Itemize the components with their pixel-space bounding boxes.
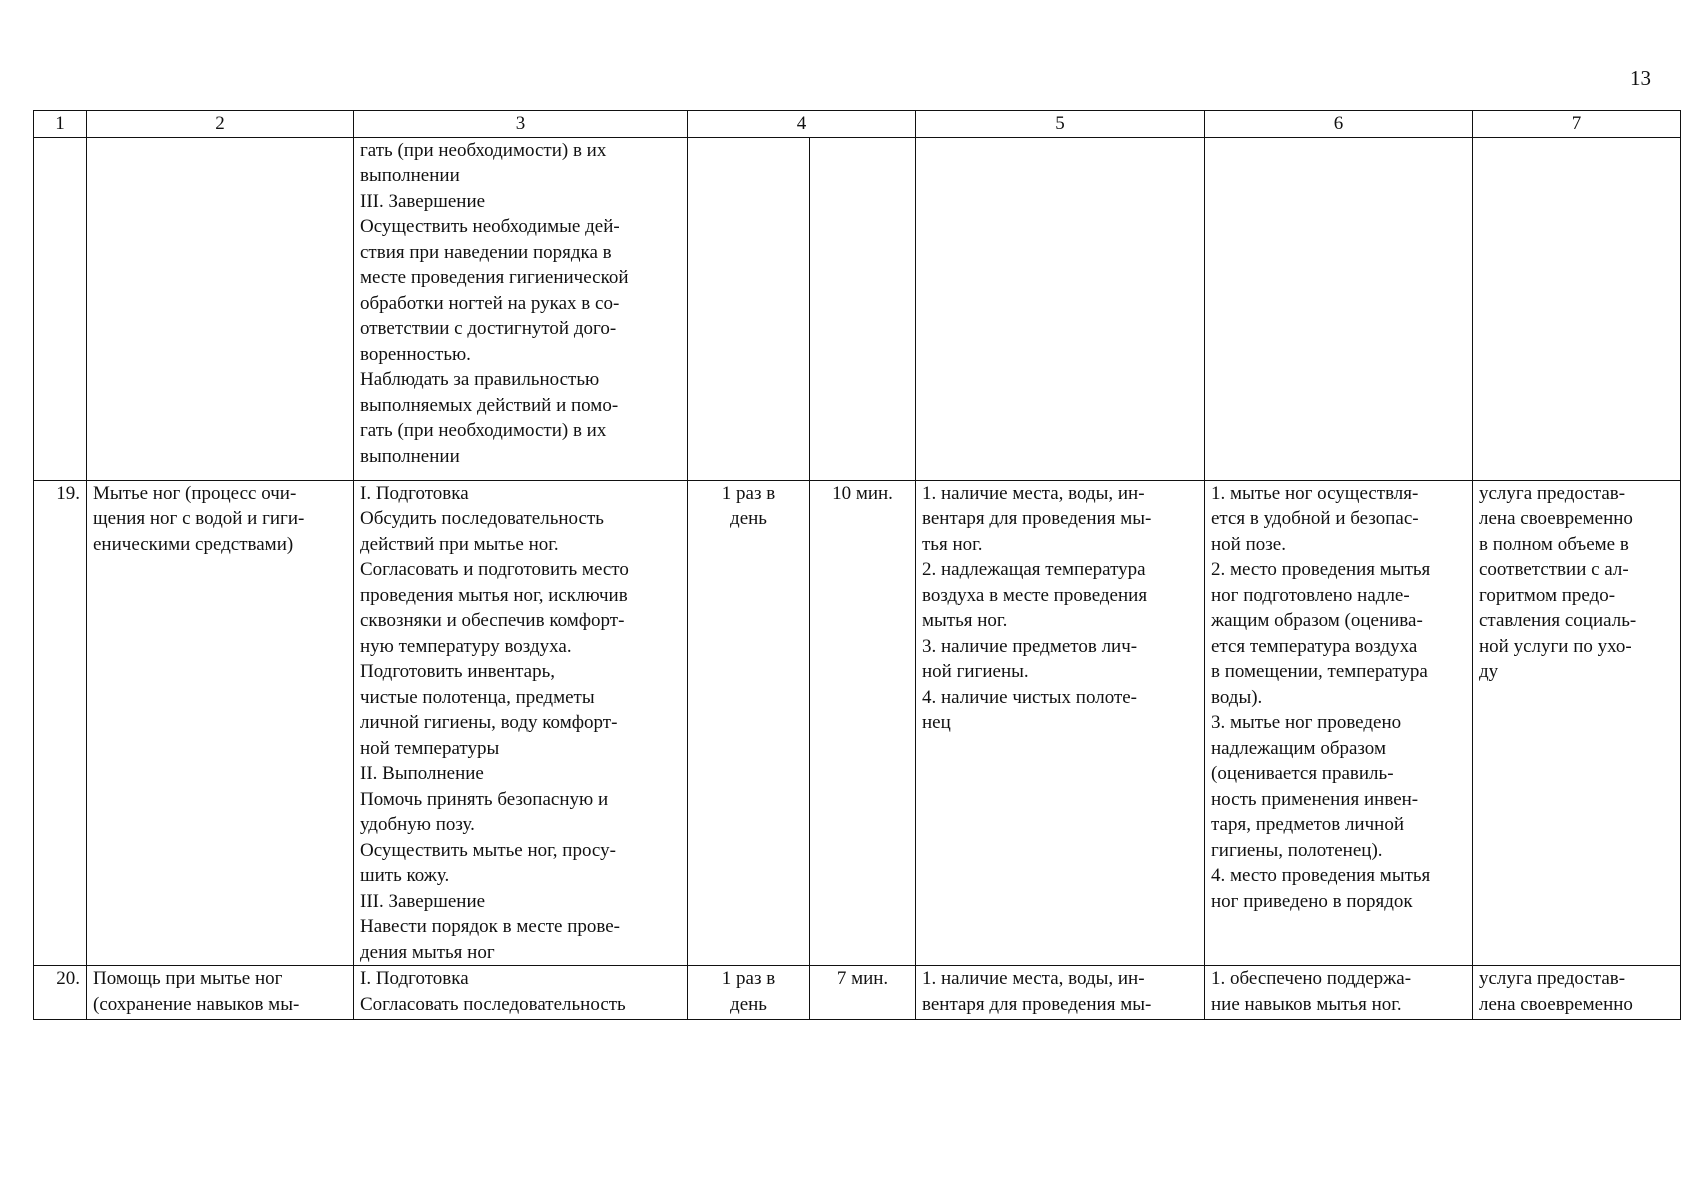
service-name-cell: Мытье ног (процесс очи- щения ног с водой и гиги- еническими средствами): [87, 480, 354, 966]
frequency-cell: [688, 137, 810, 480]
quality-cell: [1205, 137, 1473, 480]
service-name-cell: Помощь при мытье ног (сохранение навыков мы-: [87, 966, 354, 1020]
header-cell-7: 7: [1473, 111, 1681, 138]
conditions-cell: 1. наличие места, воды, ин- вентаря для проведения мы-: [916, 966, 1205, 1020]
frequency-cell: 1 раз в день: [688, 966, 810, 1020]
result-cell: [1473, 137, 1681, 480]
table-row: [34, 966, 1681, 1020]
conditions-cell: [916, 137, 1205, 480]
header-cell-5: 5: [916, 111, 1205, 138]
table-row: [34, 480, 1681, 966]
procedure-cell: гать (при необходимости) в их выполнении III. Завершение Осуществить необходимые дей- ствия при наведении порядка в месте проведения гигиенической обработки ногтей на руках в со- ответствии с достигнутой дого- воренностью. Наблюдать за правильностью выполняемых действий и помо- гать (при необходимости) в их выполнении: [354, 137, 688, 480]
page-number: 13: [1630, 66, 1651, 90]
conditions-cell: 1. наличие места, воды, ин- вентаря для проведения мы- тья ног. 2. надлежащая температура воздуха в месте проведения мытья ног. 3. наличие предметов лич- ной гигиены. 4. наличие чистых полоте- нец: [916, 480, 1205, 966]
header-cell-2: 2: [87, 111, 354, 138]
duration-cell: 7 мин.: [810, 966, 916, 1020]
procedure-cell: I. Подготовка Согласовать последовательность: [354, 966, 688, 1020]
header-cell-4: 4: [688, 111, 916, 138]
frequency-cell: 1 раз в день: [688, 480, 810, 966]
service-name-cell: [87, 137, 354, 480]
result-cell: услуга предостав- лена своевременно в полном объеме в соответствии с ал- горитмом предо- ставления социаль- ной услуги по ухо- ду: [1473, 480, 1681, 966]
column-number-row: [34, 111, 1681, 138]
row-number-cell: [34, 137, 87, 480]
standards-table: [33, 110, 1681, 1020]
header-cell-6: 6: [1205, 111, 1473, 138]
row-number-cell: 20.: [34, 966, 87, 1020]
quality-cell: 1. обеспечено поддержа- ние навыков мытья ног.: [1205, 966, 1473, 1020]
procedure-cell: I. Подготовка Обсудить последовательность действий при мытье ног. Согласовать и подготовить место проведения мытья ног, исключив сквозняки и обеспечив комфорт- ную температуру воздуха. Подготовить инвентарь, чистые полотенца, предметы личной гигиены, воду комфорт- ной температуры II. Выполнение Помочь принять безопасную и удобную позу. Осуществить мытье ног, просу- шить кожу. III. Завершение Навести порядок в месте прове- дения мытья ног: [354, 480, 688, 966]
result-cell: услуга предостав- лена своевременно: [1473, 966, 1681, 1020]
row-number-cell: 19.: [34, 480, 87, 966]
header-cell-1: 1: [34, 111, 87, 138]
duration-cell: [810, 137, 916, 480]
quality-cell: 1. мытье ног осуществля- ется в удобной и безопас- ной позе. 2. место проведения мытья ног подготовлено надле- жащим образом (оценива- ется температура воздуха в помещении, температура воды). 3. мытье ног проведено надлежащим образом (оценивается правиль- ность применения инвен- таря, предметов личной гигиены, полотенец). 4. место проведения мытья ног приведено в порядок: [1205, 480, 1473, 966]
table-row: [34, 137, 1681, 480]
duration-cell: 10 мин.: [810, 480, 916, 966]
header-cell-3: 3: [354, 111, 688, 138]
